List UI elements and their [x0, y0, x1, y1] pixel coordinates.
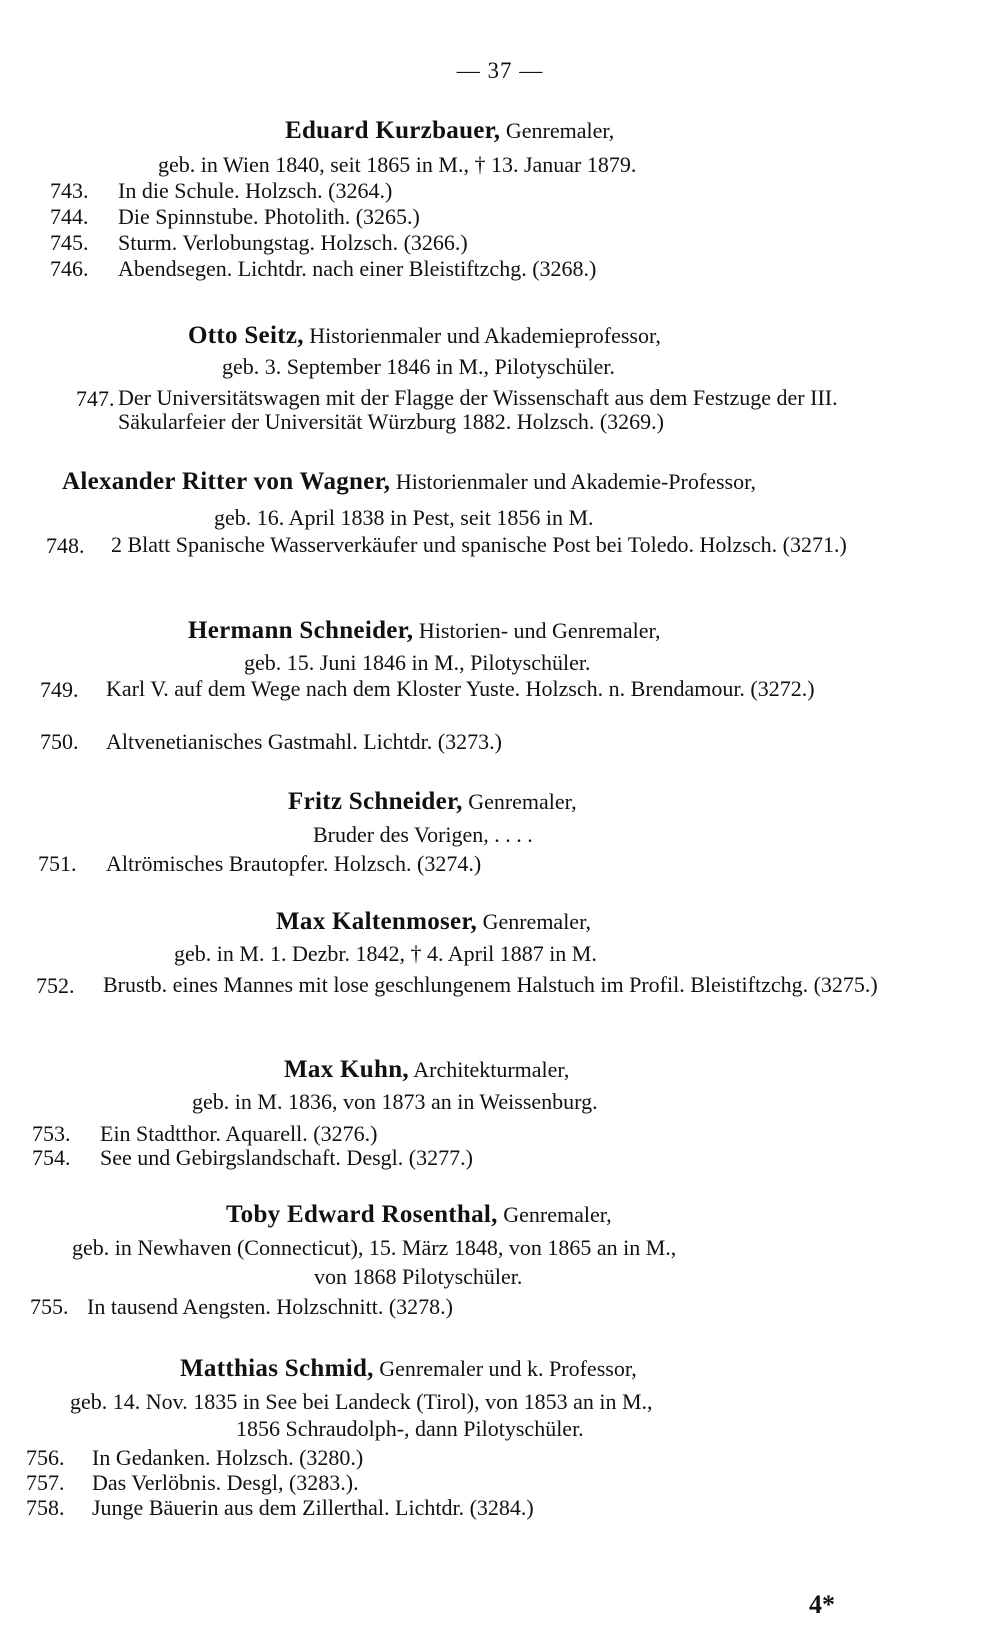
- entry-text: Ein Stadtthor. Aquarell. (3276.): [100, 1121, 378, 1146]
- entry-number: 752.: [36, 973, 75, 998]
- artist-bio: geb. 15. Juni 1846 in M., Pilotyschüler.: [244, 650, 591, 675]
- entry-number: 744.: [50, 204, 89, 229]
- entry-text: Altvenetianisches Gastmahl. Lichtdr. (3273.): [106, 729, 502, 754]
- signature-mark: 4*: [809, 1590, 835, 1619]
- entry-number: 747.: [76, 386, 115, 411]
- entry-text: In Gedanken. Holzsch. (3280.): [92, 1445, 364, 1470]
- artist-heading: [226, 1201, 612, 1229]
- artist-name: Hermann Schneider,: [188, 617, 414, 644]
- artist-bio: von 1868 Pilotyschüler.: [314, 1264, 523, 1289]
- entry-text: 2 Blatt Spanische Wasserverkäufer und spanische Post bei Toledo. Holzsch. (3271.): [111, 532, 847, 557]
- entry-text: Sturm. Verlobungstag. Holzsch. (3266.): [118, 230, 468, 255]
- entry-text: In tausend Aengsten. Holzschnitt. (3278.): [87, 1294, 453, 1319]
- artist-heading: [180, 1355, 637, 1383]
- entry-number: 751.: [38, 851, 77, 876]
- artist-role: Historienmaler und Akademie-Professor,: [395, 469, 757, 494]
- artist-role: Genremaler,: [482, 909, 592, 934]
- artist-role: Historien- und Genremaler,: [418, 618, 661, 643]
- entry-number: 753.: [32, 1121, 71, 1146]
- artist-bio: Bruder des Vorigen, . . . .: [313, 822, 533, 847]
- page-number: — 37 —: [456, 58, 544, 83]
- artist-heading: [188, 322, 661, 350]
- artist-bio: geb. 14. Nov. 1835 in See bei Landeck (Tirol), von 1853 an in M.,: [70, 1389, 653, 1414]
- entry-text: Brustb. eines Mannes mit lose geschlungenem Halstuch im Profil. Bleistiftzchg. (3275.): [103, 972, 878, 997]
- artist-heading: [62, 468, 756, 496]
- entry-number: 746.: [50, 256, 89, 281]
- artist-name: Otto Seitz,: [188, 322, 304, 349]
- artist-heading: [284, 1056, 569, 1084]
- entry-number: 755.: [30, 1294, 69, 1319]
- artist-role: Architekturmaler,: [413, 1057, 570, 1082]
- artist-name: Max Kuhn,: [284, 1056, 409, 1083]
- artist-name: Matthias Schmid,: [180, 1355, 374, 1382]
- entry-text: Junge Bäuerin aus dem Zillerthal. Lichtdr. (3284.): [92, 1495, 534, 1520]
- entry-text: Das Verlöbnis. Desgl, (3283.).: [92, 1470, 359, 1495]
- artist-heading: [285, 117, 614, 145]
- entry-number: 749.: [40, 677, 79, 702]
- entry-text: Karl V. auf dem Wege nach dem Kloster Yuste. Holzsch. n. Brendamour. (3272.): [106, 676, 815, 701]
- artist-name: Toby Edward Rosenthal,: [226, 1201, 498, 1228]
- artist-bio: geb. in M. 1836, von 1873 an in Weissenburg.: [192, 1089, 598, 1114]
- entry-text: See und Gebirgslandschaft. Desgl. (3277.): [100, 1145, 473, 1170]
- artist-heading: [188, 617, 660, 645]
- entry-text: Abendsegen. Lichtdr. nach einer Bleistiftzchg. (3268.): [118, 256, 597, 281]
- entry-number: 754.: [32, 1145, 71, 1170]
- artist-role: Historienmaler und Akademieprofessor,: [309, 323, 661, 348]
- artist-role: Genremaler,: [505, 118, 615, 143]
- artist-bio: geb. in Newhaven (Connecticut), 15. März 1848, von 1865 an in M.,: [72, 1235, 677, 1260]
- artist-name: Alexander Ritter von Wagner,: [62, 468, 391, 495]
- entry-text: Die Spinnstube. Photolith. (3265.): [118, 204, 420, 229]
- entry-number: 757.: [26, 1470, 65, 1495]
- artist-bio: geb. in M. 1. Dezbr. 1842, † 4. April 1887 in M.: [174, 941, 597, 966]
- entry-number: 745.: [50, 230, 89, 255]
- entry-text: In die Schule. Holzsch. (3264.): [118, 178, 393, 203]
- artist-heading: [276, 908, 591, 936]
- entry-number: 743.: [50, 178, 89, 203]
- entry-number: 756.: [26, 1445, 65, 1470]
- artist-role: Genremaler und k. Professor,: [379, 1356, 637, 1381]
- artist-bio: geb. 3. September 1846 in M., Pilotyschüler.: [222, 354, 615, 379]
- artist-name: Max Kaltenmoser,: [276, 908, 478, 935]
- artist-bio: geb. in Wien 1840, seit 1865 in M., † 13. Januar 1879.: [158, 152, 637, 177]
- artist-name: Fritz Schneider,: [288, 788, 463, 815]
- entry-number: 750.: [40, 729, 79, 754]
- artist-heading: [288, 788, 577, 816]
- artist-role: Genremaler,: [468, 789, 577, 814]
- artist-bio: 1856 Schraudolph-, dann Pilotyschüler.: [236, 1416, 584, 1441]
- artist-bio: geb. 16. April 1838 in Pest, seit 1856 in M.: [214, 505, 594, 530]
- entry-number: 748.: [46, 533, 85, 558]
- artist-role: Genremaler,: [503, 1202, 612, 1227]
- entry-text: Der Universitätswagen mit der Flagge der Wissenschaft aus dem Festzuge der III. Säkularfeier der Universität Würzburg 1882. Holzsch. (3269.): [118, 385, 838, 434]
- artist-name: Eduard Kurzbauer,: [285, 117, 501, 144]
- entry-number: 758.: [26, 1495, 65, 1520]
- entry-text: Altrömisches Brautopfer. Holzsch. (3274.): [106, 851, 482, 876]
